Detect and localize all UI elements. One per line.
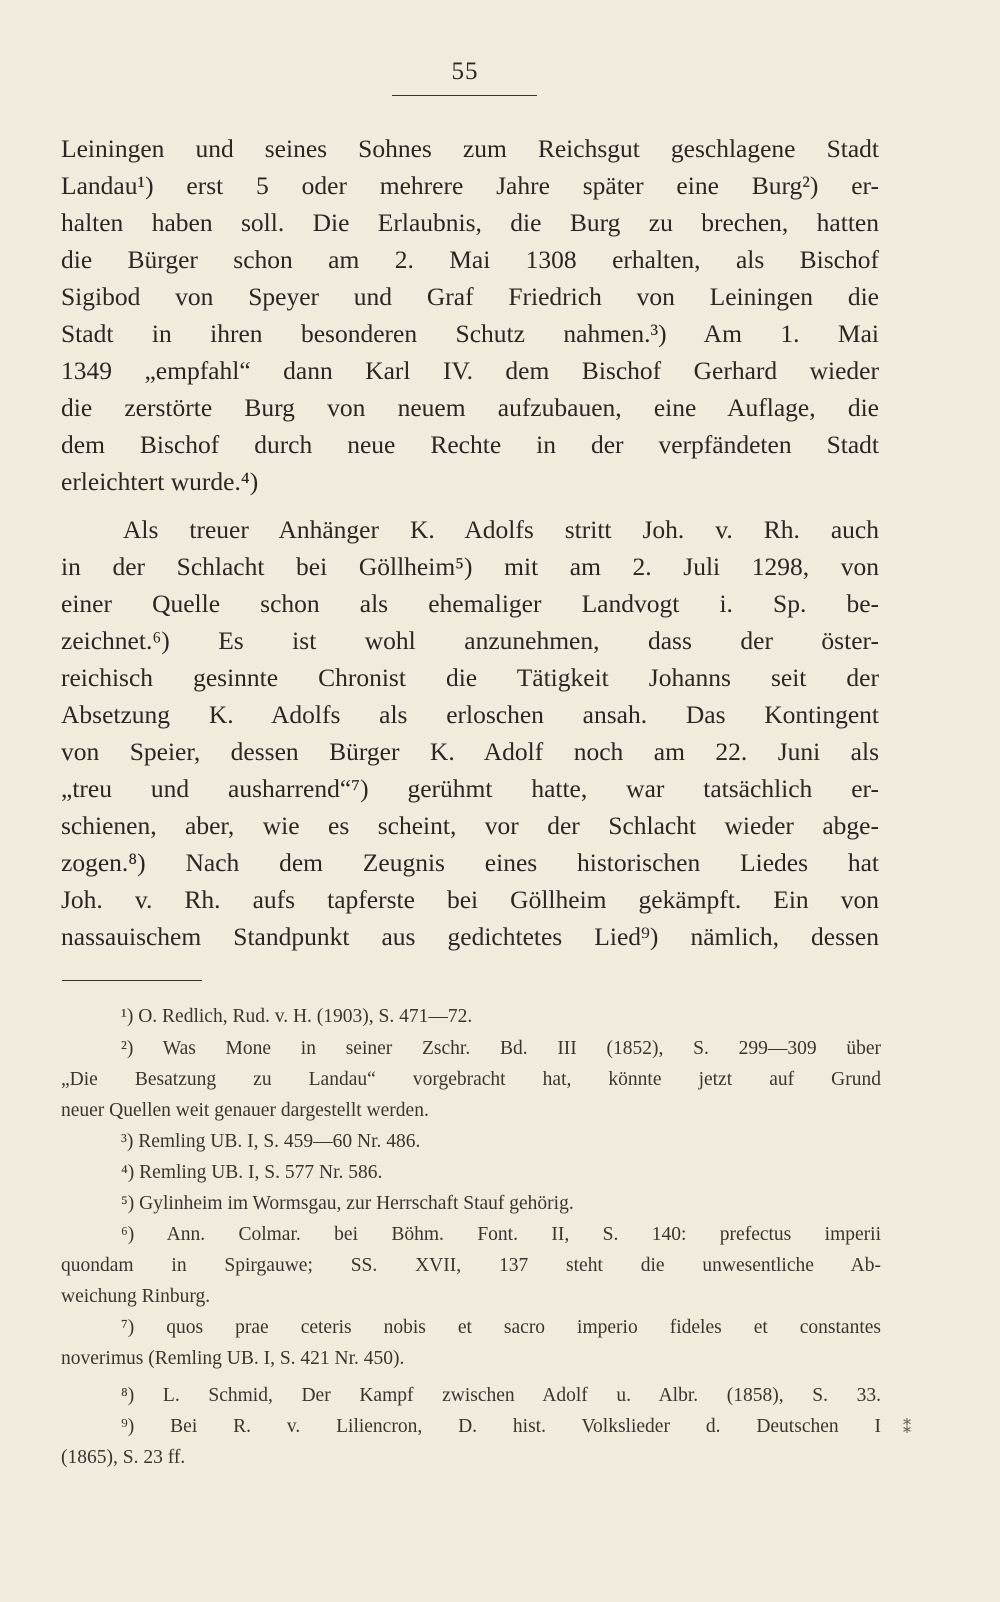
body-line: Sigibod von Speyer und Graf Friedrich von Leiningen die [61, 282, 879, 311]
body-line: in der Schlacht bei Göllheim⁵) mit am 2. Juli 1298, von [61, 552, 879, 581]
body-line: zogen.⁸) Nach dem Zeugnis eines historischen Liedes hat [61, 848, 879, 877]
body-line: schienen, aber, wie es scheint, vor der Schlacht wieder abge- [61, 811, 879, 840]
footnote-line: ⁷) quos prae ceteris nobis et sacro imperio fideles et constantes [121, 1317, 881, 1338]
footnote-line: ⁶) Ann. Colmar. bei Böhm. Font. II, S. 140: prefectus imperii [121, 1224, 881, 1245]
body-line: die zerstörte Burg von neuem aufzubauen, eine Auflage, die [61, 393, 879, 422]
margin-mark: ⁑ [903, 1420, 911, 1437]
footnote-line: noverimus (Remling UB. I, S. 421 Nr. 450). [61, 1348, 405, 1369]
body-line: „treu und ausharrend“⁷) gerühmt hatte, war tatsächlich er- [61, 774, 879, 803]
footnote-rule [62, 980, 202, 981]
body-line: Landau¹) erst 5 oder mehrere Jahre später eine Burg²) er- [61, 171, 879, 200]
body-line: zeichnet.⁶) Es ist wohl anzunehmen, dass der öster- [61, 626, 879, 655]
footnote-line: (1865), S. 23 ff. [61, 1447, 186, 1468]
body-line: erleichtert wurde.⁴) [61, 467, 259, 496]
footnote-line: ²) Was Mone in seiner Zschr. Bd. III (1852), S. 299—309 über [121, 1038, 881, 1059]
body-line: Joh. v. Rh. aufs tapferste bei Göllheim gekämpft. Ein von [61, 885, 879, 914]
page-number: 55 [451, 58, 479, 85]
footnote-line: „Die Besatzung zu Landau“ vorgebracht hat, könnte jetzt auf Grund [61, 1069, 881, 1090]
body-line: halten haben soll. Die Erlaubnis, die Burg zu brechen, hatten [61, 208, 879, 237]
footnote-line: ¹) O. Redlich, Rud. v. H. (1903), S. 471—72. [121, 1006, 473, 1027]
footnote-line: ⁸) L. Schmid, Der Kampf zwischen Adolf u. Albr. (1858), S. 33. [121, 1385, 881, 1406]
body-line: Stadt in ihren besonderen Schutz nahmen.³) Am 1. Mai [61, 319, 879, 348]
body-line: Leiningen und seines Sohnes zum Reichsgut geschlagene Stadt [61, 134, 879, 163]
body-line: 1349 „empfahl“ dann Karl IV. dem Bischof Gerhard wieder [61, 356, 879, 385]
body-line: reichisch gesinnte Chronist die Tätigkeit Johanns seit der [61, 663, 879, 692]
body-line: einer Quelle schon als ehemaliger Landvogt i. Sp. be- [61, 589, 879, 618]
body-line: dem Bischof durch neue Rechte in der verpfändeten Stadt [61, 430, 879, 459]
body-line: Als treuer Anhänger K. Adolfs stritt Joh. v. Rh. auch [123, 515, 879, 544]
body-line: die Bürger schon am 2. Mai 1308 erhalten, als Bischof [61, 245, 879, 274]
footnote-line: ⁴) Remling UB. I, S. 577 Nr. 586. [121, 1162, 383, 1183]
footnote-line: neuer Quellen weit genauer dargestellt werden. [61, 1100, 429, 1121]
header-rule [392, 95, 537, 96]
footnote-line: quondam in Spirgauwe; SS. XVII, 137 steht die unwesentliche Ab- [61, 1255, 881, 1276]
footnote-line: ⁹) Bei R. v. Liliencron, D. hist. Volkslieder d. Deutschen I [121, 1416, 881, 1437]
body-line: von Speier, dessen Bürger K. Adolf noch am 22. Juni als [61, 737, 879, 766]
footnote-line: ⁵) Gylinheim im Wormsgau, zur Herrschaft Stauf gehörig. [121, 1193, 574, 1214]
body-line: nassauischem Standpunkt aus gedichtetes Lied⁹) nämlich, dessen [61, 922, 879, 951]
footnote-line: weichung Rinburg. [61, 1286, 211, 1307]
footnote-line: ³) Remling UB. I, S. 459—60 Nr. 486. [121, 1131, 421, 1152]
body-line: Absetzung K. Adolfs als erloschen ansah. Das Kontingent [61, 700, 879, 729]
